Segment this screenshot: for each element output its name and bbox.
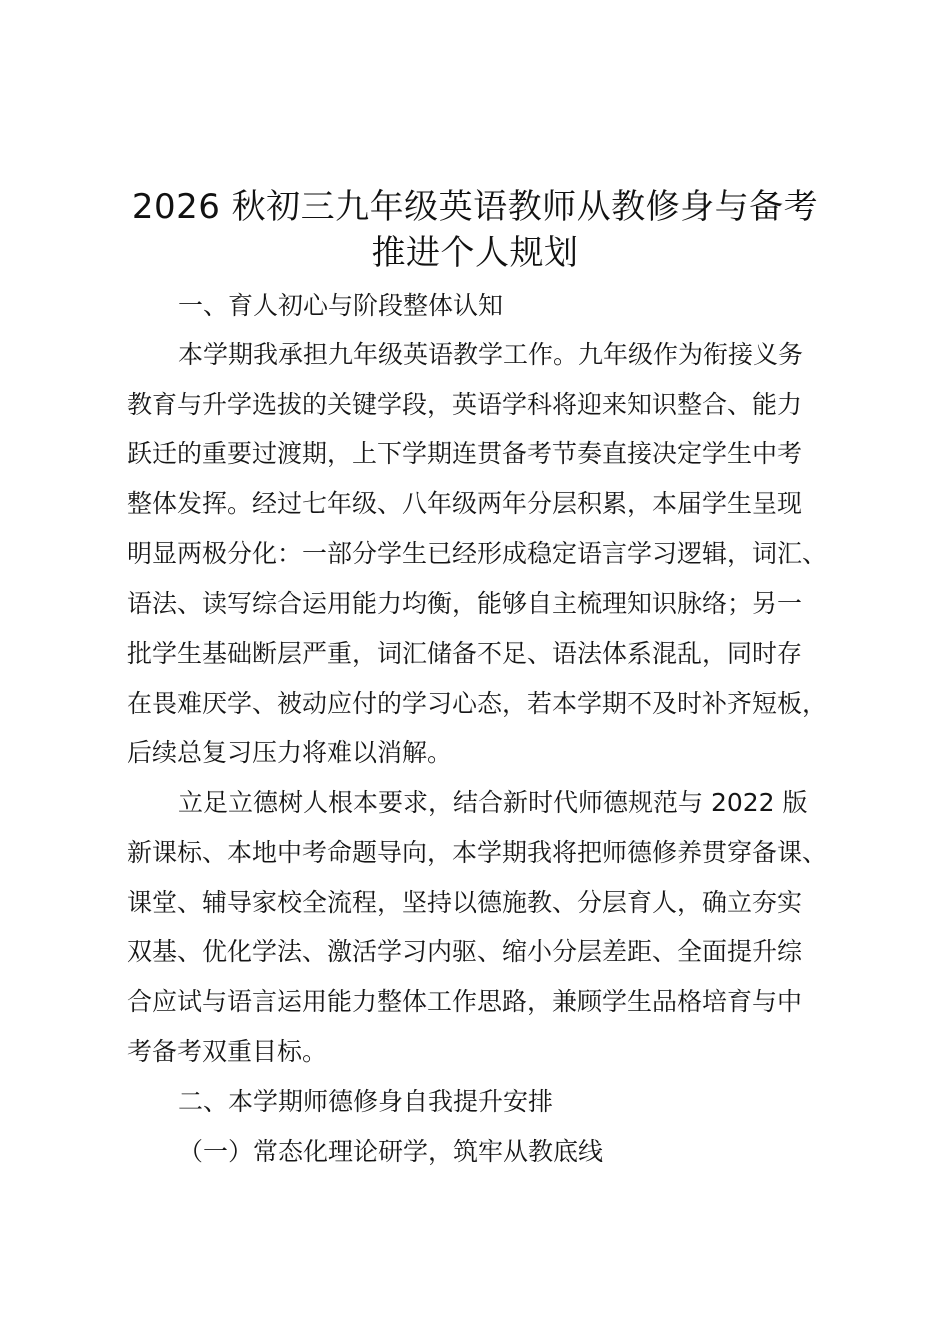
subsection-heading-1: （一）常态化理论研学，筑牢从教底线 [178,1137,604,1166]
paragraph-2-line-4: 双基、优化学法、激活学习内驱、缩小分层差距、全面提升综 [127,937,803,966]
paragraph-2-line-2: 新课标、本地中考命题导向，本学期我将把师德修养贯穿备课、 [127,838,828,867]
paragraph-1-line-9: 后续总复习压力将难以消解。 [127,738,453,767]
paragraph-2-line-1: 立足立德树人根本要求，结合新时代师德规范与 2022 版 [178,788,808,817]
paragraph-1-line-3: 跃迁的重要过渡期，上下学期连贯备考节奏直接决定学生中考 [127,439,803,468]
paragraph-1-line-2: 教育与升学选拔的关键学段，英语学科将迎来知识整合、能力 [127,390,803,419]
paragraph-1-line-8: 在畏难厌学、被动应付的学习心态，若本学期不及时补齐短板， [127,689,828,718]
paragraph-2-line-5: 合应试与语言运用能力整体工作思路，兼顾学生品格培育与中 [127,987,803,1016]
paragraph-2-line-3: 课堂、辅导家校全流程，坚持以德施教、分层育人，确立夯实 [127,888,803,917]
section-heading-2: 二、本学期师德修身自我提升安排 [178,1087,554,1116]
paragraph-1-line-4: 整体发挥。经过七年级、八年级两年分层积累，本届学生呈现 [127,489,803,518]
document-title-line-1: 2026 秋初三九年级英语教师从教修身与备考 [131,187,819,227]
paragraph-1-line-6: 语法、读写综合运用能力均衡，能够自主梳理知识脉络；另一 [127,589,803,618]
paragraph-2-line-6: 考备考双重目标。 [127,1037,328,1066]
section-heading-1: 一、育人初心与阶段整体认知 [178,291,504,320]
paragraph-1-line-1: 本学期我承担九年级英语教学工作。九年级作为衔接义务 [178,340,804,369]
paragraph-1-line-5: 明显两极分化：一部分学生已经形成稳定语言学习逻辑，词汇、 [127,539,828,568]
document-title-line-2: 推进个人规划 [371,233,579,273]
paragraph-1-line-7: 批学生基础断层严重，词汇储备不足、语法体系混乱，同时存 [127,639,803,668]
